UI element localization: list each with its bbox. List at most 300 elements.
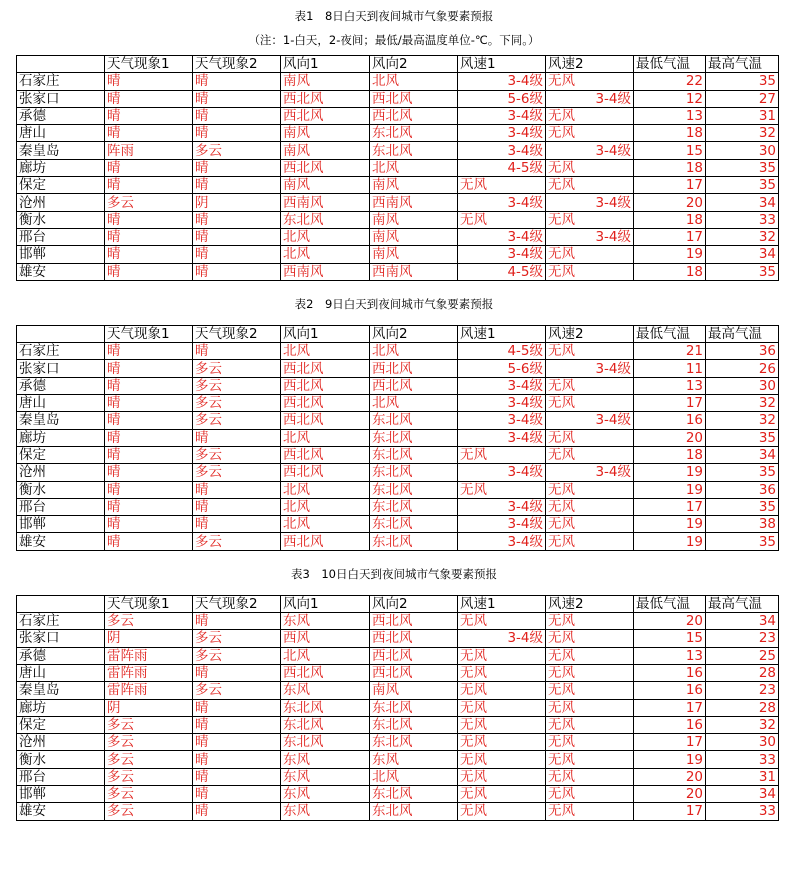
table-cell: 3-4级 <box>458 142 546 159</box>
table-cell: 3-4级 <box>458 412 546 429</box>
table-cell: 3-4级 <box>458 246 546 263</box>
table-cell: 无风 <box>546 751 634 768</box>
table-cell: 晴 <box>193 751 281 768</box>
table-cell: 22 <box>634 73 706 90</box>
header-row <box>17 325 779 342</box>
table-row <box>17 343 779 360</box>
table-cell: 晴 <box>105 228 193 245</box>
city-name: 保定 <box>17 177 105 194</box>
table-cell: 雷阵雨 <box>105 682 193 699</box>
table-cell: 晴 <box>105 211 193 228</box>
table-cell: 12 <box>634 90 706 107</box>
city-name: 石家庄 <box>17 343 105 360</box>
table-cell: 阴 <box>105 699 193 716</box>
table-cell: 13 <box>634 377 706 394</box>
table-cell: 无风 <box>546 630 634 647</box>
city-name: 张家口 <box>17 630 105 647</box>
table-cell: 阴 <box>193 194 281 211</box>
table-cell: 3-4级 <box>458 516 546 533</box>
table-cell: 19 <box>634 246 706 263</box>
table-cell: 晴 <box>105 263 193 280</box>
table-cell: 无风 <box>458 716 546 733</box>
table-cell: 多云 <box>193 142 281 159</box>
table-cell: 北风 <box>370 159 458 176</box>
table-cell: 19 <box>634 481 706 498</box>
table-cell: 北风 <box>370 73 458 90</box>
table-cell: 西北风 <box>370 647 458 664</box>
table-cell: 17 <box>634 498 706 515</box>
table-cell: 15 <box>634 142 706 159</box>
table1-title: 表1 8日白天到夜间城市气象要素预报 <box>294 9 494 23</box>
table-cell: 晴 <box>105 107 193 124</box>
header-row <box>17 595 779 612</box>
table-cell: 晴 <box>193 481 281 498</box>
table-cell: 多云 <box>105 194 193 211</box>
table-cell: 西北风 <box>281 664 370 681</box>
city-name: 保定 <box>17 716 105 733</box>
table-row <box>17 429 779 446</box>
table-cell: 3-4级 <box>458 125 546 142</box>
table-cell: 雷阵雨 <box>105 664 193 681</box>
table-cell: 晴 <box>193 107 281 124</box>
table-cell: 无风 <box>458 699 546 716</box>
table-cell: 无风 <box>458 664 546 681</box>
city-name: 秦皇岛 <box>17 412 105 429</box>
table-cell: 东风 <box>281 682 370 699</box>
city-name: 保定 <box>17 446 105 463</box>
table-row <box>17 481 779 498</box>
table-cell: 晴 <box>105 533 193 550</box>
table-row <box>17 107 779 124</box>
table-cell: 东北风 <box>370 533 458 550</box>
table-cell: 晴 <box>193 803 281 820</box>
table-cell: 18 <box>634 446 706 463</box>
table-cell: 19 <box>634 464 706 481</box>
table-cell: 16 <box>634 412 706 429</box>
city-name: 雄安 <box>17 803 105 820</box>
table-cell: 晴 <box>105 464 193 481</box>
table-cell: 无风 <box>546 664 634 681</box>
table-cell: 东风 <box>281 768 370 785</box>
table-cell: 东风 <box>281 613 370 630</box>
table-cell: 11 <box>634 360 706 377</box>
city-name: 邢台 <box>17 768 105 785</box>
table-cell: 33 <box>706 803 779 820</box>
table-cell: 晴 <box>105 446 193 463</box>
table-cell: 21 <box>634 343 706 360</box>
table-cell: 18 <box>634 263 706 280</box>
table-row <box>17 73 779 90</box>
column-header: 风向2 <box>370 595 458 612</box>
table-cell: 13 <box>634 647 706 664</box>
table-cell: 32 <box>706 228 779 245</box>
table-cell: 无风 <box>458 734 546 751</box>
table-row <box>17 125 779 142</box>
column-header: 风速1 <box>458 595 546 612</box>
table-cell: 34 <box>706 785 779 802</box>
column-header: 最低气温 <box>634 325 706 342</box>
table-cell: 3-4级 <box>546 464 634 481</box>
table3-title: 表3 10日白天到夜间城市气象要素预报 <box>291 566 497 581</box>
table-row <box>17 699 779 716</box>
table-cell: 27 <box>706 90 779 107</box>
table-cell: 35 <box>706 73 779 90</box>
table-cell: 东北风 <box>370 446 458 463</box>
table-body <box>17 595 779 820</box>
table-cell: 无风 <box>546 446 634 463</box>
table-cell: 23 <box>706 630 779 647</box>
table-cell: 32 <box>706 395 779 412</box>
table-cell: 晴 <box>105 498 193 515</box>
table-cell: 西北风 <box>281 377 370 394</box>
column-header: 风向1 <box>281 595 370 612</box>
table-row <box>17 785 779 802</box>
table-cell: 3-4级 <box>458 228 546 245</box>
table-cell: 3-4级 <box>546 228 634 245</box>
table-cell: 19 <box>634 533 706 550</box>
table-cell: 东北风 <box>370 803 458 820</box>
table-cell: 16 <box>634 664 706 681</box>
table-cell: 晴 <box>193 664 281 681</box>
column-header: 最高气温 <box>706 56 779 73</box>
table-row <box>17 228 779 245</box>
table-cell: 多云 <box>193 395 281 412</box>
table-cell: 无风 <box>546 73 634 90</box>
column-header: 风速2 <box>546 595 634 612</box>
table-cell: 西北风 <box>281 360 370 377</box>
table-body <box>17 56 779 281</box>
table-cell: 东北风 <box>281 699 370 716</box>
table-cell: 西南风 <box>281 263 370 280</box>
table-cell: 无风 <box>546 699 634 716</box>
table-cell: 无风 <box>546 498 634 515</box>
table-cell: 19 <box>634 751 706 768</box>
table-cell: 无风 <box>546 107 634 124</box>
header-row <box>17 56 779 73</box>
table-cell: 东北风 <box>370 498 458 515</box>
city-name: 张家口 <box>17 360 105 377</box>
table-cell: 晴 <box>105 343 193 360</box>
table-cell: 无风 <box>546 159 634 176</box>
table-cell: 3-4级 <box>458 377 546 394</box>
table-row <box>17 446 779 463</box>
table-cell: 西北风 <box>370 90 458 107</box>
table-cell: 20 <box>634 429 706 446</box>
table-cell: 3-4级 <box>458 630 546 647</box>
table-cell: 北风 <box>281 516 370 533</box>
table-cell: 东北风 <box>370 785 458 802</box>
table-cell: 北风 <box>281 647 370 664</box>
city-name: 邯郸 <box>17 785 105 802</box>
table-cell: 北风 <box>281 343 370 360</box>
forecast-table-3 <box>16 595 779 821</box>
table-cell: 东北风 <box>370 412 458 429</box>
table-cell: 晴 <box>105 516 193 533</box>
table-cell: 3-4级 <box>458 107 546 124</box>
table-cell: 无风 <box>458 613 546 630</box>
table-cell: 35 <box>706 464 779 481</box>
table-cell: 东风 <box>370 751 458 768</box>
table-cell: 17 <box>634 803 706 820</box>
column-header: 风速1 <box>458 56 546 73</box>
city-name: 唐山 <box>17 395 105 412</box>
column-header: 天气现象2 <box>193 325 281 342</box>
table-cell: 无风 <box>546 211 634 228</box>
table-cell: 东北风 <box>370 125 458 142</box>
table-cell: 晴 <box>193 699 281 716</box>
table-cell: 无风 <box>546 263 634 280</box>
table-cell: 31 <box>706 768 779 785</box>
table-cell: 26 <box>706 360 779 377</box>
table-cell: 北风 <box>281 246 370 263</box>
table-row <box>17 516 779 533</box>
table-row <box>17 177 779 194</box>
table-cell: 晴 <box>105 125 193 142</box>
table-cell: 无风 <box>458 768 546 785</box>
table-cell: 东北风 <box>370 734 458 751</box>
table-cell: 无风 <box>546 613 634 630</box>
city-name: 石家庄 <box>17 613 105 630</box>
table-cell: 无风 <box>546 768 634 785</box>
table-cell: 西北风 <box>370 377 458 394</box>
table-cell: 无风 <box>546 395 634 412</box>
table-cell: 晴 <box>105 177 193 194</box>
column-header <box>17 325 105 342</box>
forecast-table-2 <box>16 325 779 551</box>
table-cell: 35 <box>706 263 779 280</box>
table-cell: 阵雨 <box>105 142 193 159</box>
table-cell: 晴 <box>105 73 193 90</box>
forecast-table-1 <box>16 55 779 281</box>
column-header: 天气现象1 <box>105 56 193 73</box>
city-name: 衡水 <box>17 751 105 768</box>
table-cell: 3-4级 <box>458 194 546 211</box>
city-name: 邢台 <box>17 498 105 515</box>
table-cell: 西北风 <box>281 464 370 481</box>
city-name: 沧州 <box>17 734 105 751</box>
table-cell: 4-5级 <box>458 343 546 360</box>
table-cell: 13 <box>634 107 706 124</box>
table-cell: 3-4级 <box>546 412 634 429</box>
table-cell: 无风 <box>458 177 546 194</box>
table-cell: 西南风 <box>370 263 458 280</box>
table-cell: 南风 <box>370 177 458 194</box>
table-cell: 28 <box>706 664 779 681</box>
table-cell: 东北风 <box>281 211 370 228</box>
table-cell: 34 <box>706 613 779 630</box>
table-cell: 无风 <box>458 785 546 802</box>
table-cell: 16 <box>634 716 706 733</box>
table-cell: 无风 <box>546 377 634 394</box>
table-cell: 无风 <box>546 481 634 498</box>
table-cell: 西北风 <box>281 107 370 124</box>
table-cell: 20 <box>634 768 706 785</box>
table-cell: 东风 <box>281 751 370 768</box>
table-cell: 无风 <box>546 803 634 820</box>
table-cell: 晴 <box>193 785 281 802</box>
table-cell: 多云 <box>105 613 193 630</box>
city-name: 雄安 <box>17 263 105 280</box>
column-header: 风速1 <box>458 325 546 342</box>
table-row <box>17 751 779 768</box>
table-cell: 17 <box>634 699 706 716</box>
table-cell: 晴 <box>193 734 281 751</box>
table-row <box>17 464 779 481</box>
table-cell: 晴 <box>105 377 193 394</box>
table-cell: 32 <box>706 125 779 142</box>
table-cell: 17 <box>634 734 706 751</box>
table-row <box>17 246 779 263</box>
table-row <box>17 159 779 176</box>
city-name: 衡水 <box>17 481 105 498</box>
column-header: 最低气温 <box>634 595 706 612</box>
table-cell: 无风 <box>546 125 634 142</box>
column-header: 风向1 <box>281 325 370 342</box>
table-row <box>17 630 779 647</box>
table-cell: 32 <box>706 716 779 733</box>
city-name: 沧州 <box>17 464 105 481</box>
table-cell: 多云 <box>105 734 193 751</box>
table-cell: 30 <box>706 142 779 159</box>
table-cell: 南风 <box>281 177 370 194</box>
table-cell: 晴 <box>193 90 281 107</box>
table-cell: 3-4级 <box>546 194 634 211</box>
table-cell: 东北风 <box>281 716 370 733</box>
column-header: 最高气温 <box>706 595 779 612</box>
table-cell: 17 <box>634 395 706 412</box>
table-row <box>17 803 779 820</box>
table-cell: 西北风 <box>281 446 370 463</box>
table-row <box>17 412 779 429</box>
table-cell: 无风 <box>546 177 634 194</box>
table-cell: 4-5级 <box>458 263 546 280</box>
table-cell: 多云 <box>105 768 193 785</box>
table-cell: 无风 <box>546 429 634 446</box>
table-cell: 无风 <box>546 343 634 360</box>
table-cell: 3-4级 <box>458 429 546 446</box>
city-name: 张家口 <box>17 90 105 107</box>
table-cell: 无风 <box>458 803 546 820</box>
table-cell: 多云 <box>105 785 193 802</box>
table-row <box>17 142 779 159</box>
table-cell: 多云 <box>105 803 193 820</box>
table-cell: 20 <box>634 613 706 630</box>
table-cell: 南风 <box>281 142 370 159</box>
table-cell: 晴 <box>105 429 193 446</box>
table-cell: 西北风 <box>281 533 370 550</box>
table-cell: 晴 <box>193 73 281 90</box>
city-name: 承德 <box>17 647 105 664</box>
table-cell: 无风 <box>546 785 634 802</box>
table-cell: 无风 <box>458 481 546 498</box>
table-cell: 28 <box>706 699 779 716</box>
table-body <box>17 325 779 550</box>
table-cell: 17 <box>634 228 706 245</box>
table-cell: 北风 <box>370 343 458 360</box>
table-cell: 东北风 <box>281 734 370 751</box>
table-cell: 南风 <box>370 246 458 263</box>
table-cell: 多云 <box>193 682 281 699</box>
table-cell: 东北风 <box>370 481 458 498</box>
table-cell: 西北风 <box>281 159 370 176</box>
table-cell: 南风 <box>281 73 370 90</box>
city-name: 衡水 <box>17 211 105 228</box>
table-cell: 36 <box>706 481 779 498</box>
table-row <box>17 716 779 733</box>
table-cell: 北风 <box>370 768 458 785</box>
table-cell: 无风 <box>458 647 546 664</box>
table-cell: 晴 <box>193 498 281 515</box>
table-cell: 多云 <box>193 377 281 394</box>
table-cell: 西北风 <box>281 90 370 107</box>
table-cell: 南风 <box>370 228 458 245</box>
column-header: 天气现象1 <box>105 325 193 342</box>
table-cell: 36 <box>706 343 779 360</box>
table-cell: 东风 <box>281 785 370 802</box>
table-cell: 19 <box>634 516 706 533</box>
table-cell: 晴 <box>193 211 281 228</box>
column-header <box>17 595 105 612</box>
table-cell: 南风 <box>370 682 458 699</box>
table2-title: 表2 9日白天到夜间城市气象要素预报 <box>294 296 494 311</box>
table-cell: 30 <box>706 734 779 751</box>
table-cell: 18 <box>634 159 706 176</box>
city-name: 秦皇岛 <box>17 142 105 159</box>
table-cell: 西北风 <box>370 360 458 377</box>
table-cell: 35 <box>706 498 779 515</box>
table-cell: 多云 <box>193 464 281 481</box>
table-cell: 西风 <box>281 630 370 647</box>
table-cell: 多云 <box>193 647 281 664</box>
table-cell: 南风 <box>281 125 370 142</box>
city-name: 邯郸 <box>17 516 105 533</box>
table-cell: 18 <box>634 211 706 228</box>
table-cell: 晴 <box>193 429 281 446</box>
table-cell: 多云 <box>193 630 281 647</box>
table-row <box>17 211 779 228</box>
table-cell: 无风 <box>546 516 634 533</box>
city-name: 邢台 <box>17 228 105 245</box>
table-row <box>17 90 779 107</box>
table-cell: 北风 <box>281 498 370 515</box>
table-cell: 25 <box>706 647 779 664</box>
column-header: 天气现象1 <box>105 595 193 612</box>
table-cell: 5-6级 <box>458 90 546 107</box>
table-cell: 西北风 <box>370 664 458 681</box>
table-cell: 东北风 <box>370 142 458 159</box>
table-cell: 东北风 <box>370 716 458 733</box>
table-row <box>17 194 779 211</box>
table-cell: 无风 <box>546 246 634 263</box>
table-cell: 无风 <box>458 751 546 768</box>
city-name: 唐山 <box>17 125 105 142</box>
table-cell: 无风 <box>546 533 634 550</box>
table-cell: 35 <box>706 177 779 194</box>
table-cell: 23 <box>706 682 779 699</box>
table-cell: 北风 <box>370 395 458 412</box>
table-cell: 多云 <box>193 446 281 463</box>
table-cell: 南风 <box>370 211 458 228</box>
table-cell: 西北风 <box>370 107 458 124</box>
table-cell: 晴 <box>193 159 281 176</box>
table-cell: 34 <box>706 194 779 211</box>
column-header: 天气现象2 <box>193 56 281 73</box>
table-row <box>17 734 779 751</box>
table-cell: 北风 <box>281 481 370 498</box>
table-cell: 35 <box>706 159 779 176</box>
table-cell: 晴 <box>193 343 281 360</box>
table-cell: 5-6级 <box>458 360 546 377</box>
